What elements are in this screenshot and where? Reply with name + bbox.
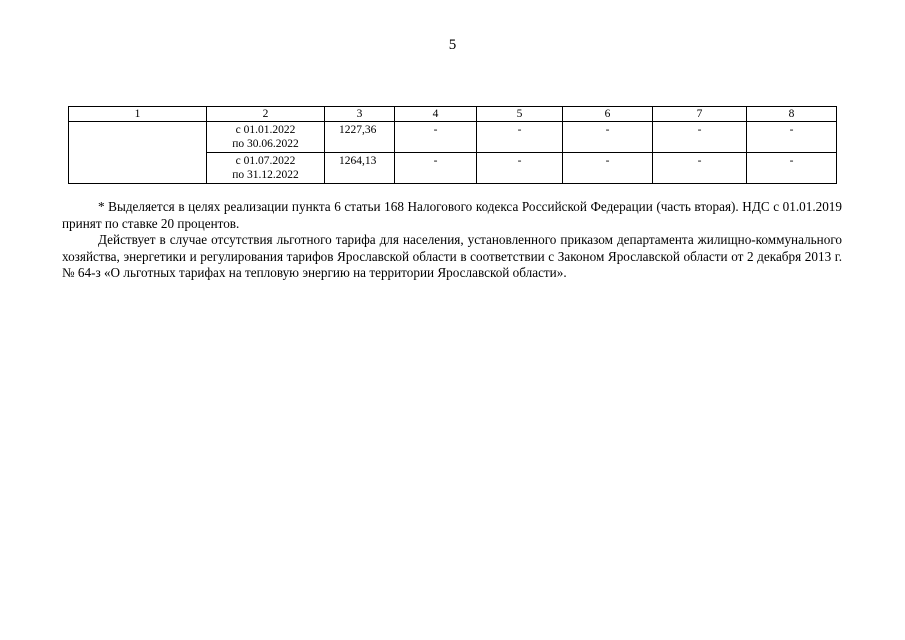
column-header-3: 3 (325, 107, 395, 122)
column-header-6: 6 (563, 107, 653, 122)
column-header-8: 8 (747, 107, 837, 122)
table-cell: - (747, 153, 837, 184)
period-start: с 01.01.2022 (235, 124, 296, 136)
column-header-7: 7 (653, 107, 747, 122)
tariff-value: 1264,13 (325, 153, 395, 184)
table-cell: - (653, 153, 747, 184)
period-cell (207, 153, 325, 184)
tariff-table (68, 106, 837, 184)
footnote-vat: * Выделяется в целях реализации пункта 6 статьи 168 Налогового кодекса Российской Федерации (часть вторая). НДС с 01.01.2019 принят по ставке 20 процентов. (62, 199, 842, 231)
column-header-1: 1 (69, 107, 207, 122)
merged-empty-cell (69, 122, 207, 184)
table-cell: - (477, 122, 563, 153)
footnote-applicability: Действует в случае отсутствия льготного тарифа для населения, установленного приказом департамента жилищно-коммунального хозяйства, энергетики и регулирования тарифов Ярославской области в соответствии с Законом Ярославской области от 2 декабря 2013 г. № 64-з «О льготных тарифах на тепловую энергию на территории Ярославской области». (62, 232, 842, 281)
column-header-2: 2 (207, 107, 325, 122)
table-row (69, 122, 837, 153)
period-cell (207, 122, 325, 153)
table-cell: - (563, 153, 653, 184)
tariff-value: 1227,36 (325, 122, 395, 153)
table-header-row (69, 107, 837, 122)
page-number: 5 (448, 37, 457, 53)
column-header-4: 4 (395, 107, 477, 122)
table-cell: - (563, 122, 653, 153)
period-end: по 31.12.2022 (232, 169, 299, 181)
period-end: по 30.06.2022 (232, 138, 299, 150)
table-cell: - (747, 122, 837, 153)
table-cell: - (477, 153, 563, 184)
period-start: с 01.07.2022 (235, 155, 296, 167)
table-cell: - (395, 122, 477, 153)
footnotes (62, 199, 842, 282)
table-cell: - (653, 122, 747, 153)
column-header-5: 5 (477, 107, 563, 122)
table-cell: - (395, 153, 477, 184)
